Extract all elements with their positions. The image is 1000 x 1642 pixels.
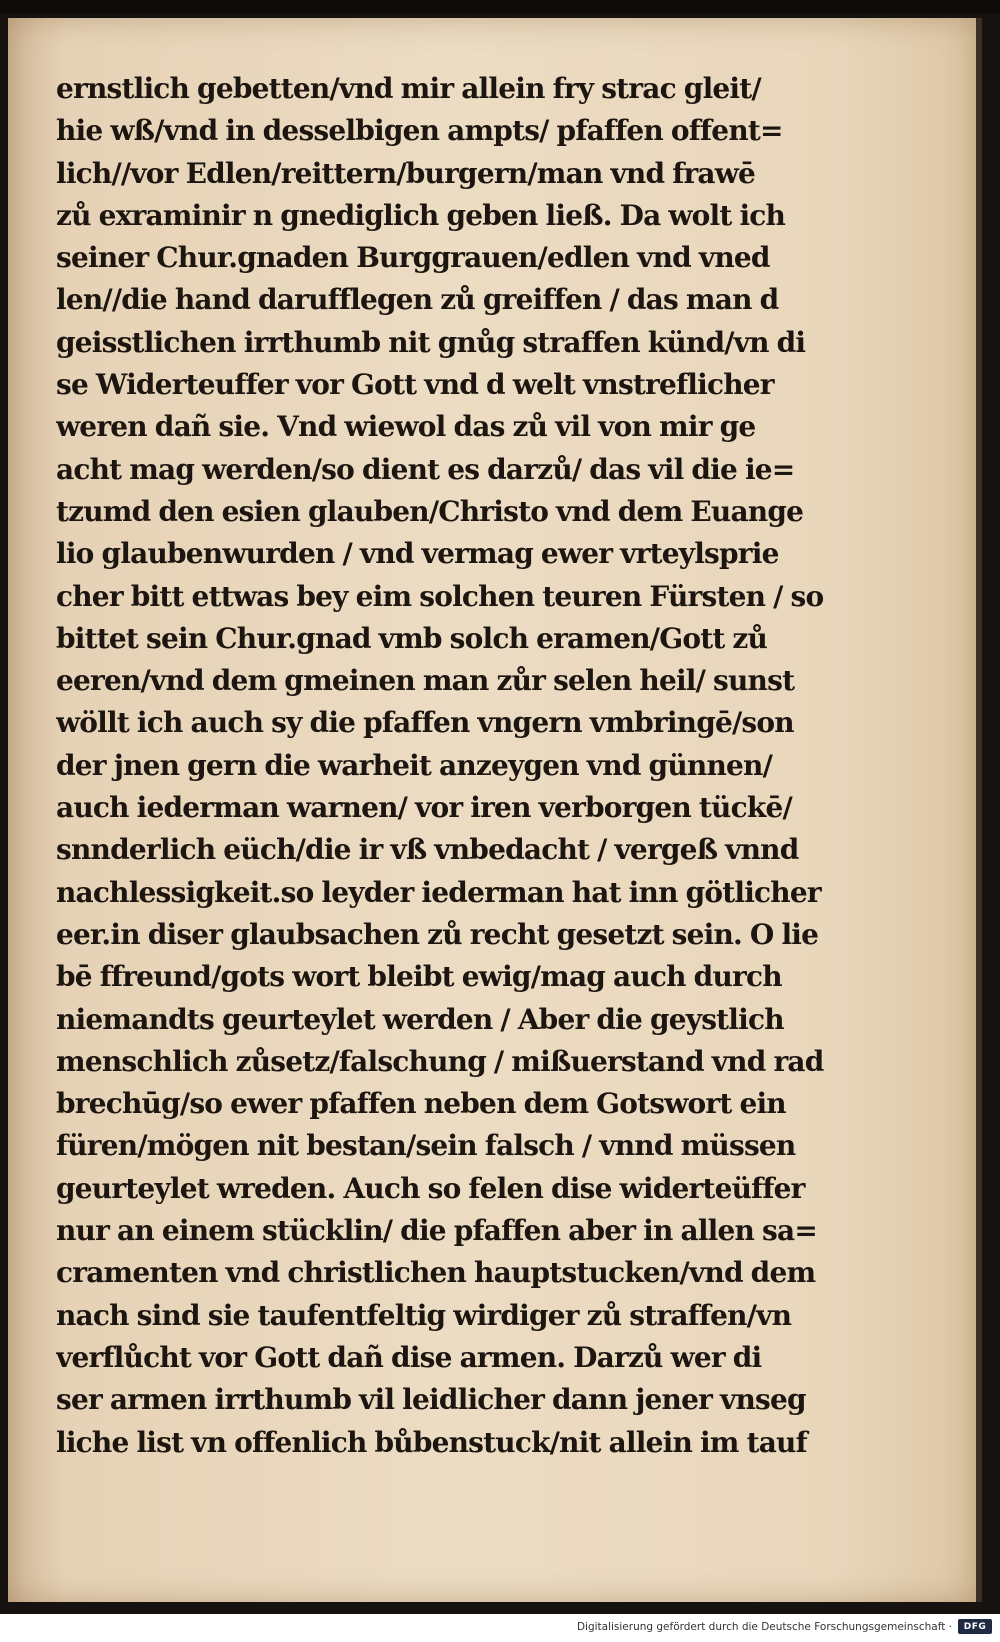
text-line: niemandts geurteylet werden / Aber die geystlich — [56, 1002, 784, 1036]
text-line: bē ffreund/gots wort bleibt ewig/mag auch durch — [56, 960, 782, 994]
text-line: verflůcht vor Gott dañ dise armen. Darzů wer di — [56, 1340, 762, 1374]
footer-bar — [0, 1614, 1000, 1642]
funding-credit: Digitalisierung gefördert durch die Deutsche Forschungsgemeinschaft · — [576, 1621, 952, 1633]
text-line: se Widerteuffer vor Gott vnd d welt vnstreflicher — [56, 368, 774, 402]
text-line: wöllt ich auch sy die pfaffen vngern vmbringē/son — [56, 706, 794, 740]
text-line: nur an einem stücklin/ die pfaffen aber in allen sa= — [56, 1214, 818, 1248]
text-line: cher bitt ettwas bey eim solchen teuren Fürsten / so — [56, 579, 824, 613]
text-line: geisstlichen irrthumb nit gnůg straffen künd/vn di — [56, 325, 806, 359]
dfg-logo-text: DFG — [963, 1621, 987, 1632]
text-line: füren/mögen nit bestan/sein falsch / vnnd müssen — [56, 1129, 796, 1163]
text-line: len//die hand darufflegen zů greiffen / das man d — [56, 283, 779, 317]
text-line: eer.in diser glaubsachen zů recht gesetzt sein. O lie — [56, 917, 819, 951]
text-line: acht mag werden/so dient es darzů/ das vil die ie= — [56, 452, 795, 486]
text-line: bittet sein Chur.gnad vmb solch eramen/Gott zů — [56, 621, 768, 655]
text-line: cramenten vnd christlichen hauptstucken/vnd dem — [56, 1256, 816, 1290]
text-line: liche list vn offenlich bůbenstuck/nit allein im tauf — [56, 1425, 807, 1459]
text-line: weren dañ sie. Vnd wiewol das zů vil von mir ge — [56, 410, 756, 444]
text-line: nach sind sie taufentfeltig wirdiger zů straffen/vn — [56, 1298, 792, 1332]
text-line: snnderlich eüch/die ir vß vnbedacht / vergeß vnnd — [56, 833, 799, 867]
text-line: eeren/vnd dem gmeinen man zůr selen heil/ sunst — [56, 664, 795, 698]
document-page — [8, 18, 976, 1602]
text-block — [56, 68, 908, 1464]
page-edge — [976, 18, 982, 1602]
text-line: lich//vor Edlen/reittern/burgern/man vnd frawē — [56, 156, 756, 190]
top-border — [0, 0, 1000, 14]
text-line: brechūg/so ewer pfaffen neben dem Gotswort ein — [56, 1087, 786, 1121]
text-line: lio glaubenwurden / vnd vermag ewer vrteylsprie — [56, 537, 779, 571]
text-line: auch iederman warnen/ vor iren verborgen tückē/ — [56, 791, 792, 825]
text-line: ser armen irrthumb vil leidlicher dann jener vnseg — [56, 1383, 806, 1417]
text-line: ernstlich gebetten/vnd mir allein fry strac gleit/ — [56, 72, 761, 105]
text-line: nachlessigkeit.so leyder iederman hat inn götlicher — [56, 875, 821, 909]
text-line: menschlich zůsetz/falschung / mißuerstand vnd rad — [56, 1044, 824, 1078]
text-line: zů exraminir n gnediglich geben ließ. Da wolt ich — [56, 198, 786, 232]
text-line: der jnen gern die warheit anzeygen vnd günnen/ — [56, 748, 773, 782]
text-line: hie wß/vnd in desselbigen ampts/ pfaffen offent= — [56, 114, 783, 148]
dfg-logo-icon — [958, 1619, 992, 1634]
text-line: geurteylet wreden. Auch so felen dise widerteüffer — [56, 1171, 805, 1205]
text-line: seiner Chur.gnaden Burggrauen/edlen vnd vned — [56, 241, 770, 275]
scan-frame — [0, 14, 1000, 1614]
text-line: tzumd den esien glauben/Christo vnd dem Euange — [56, 494, 804, 528]
